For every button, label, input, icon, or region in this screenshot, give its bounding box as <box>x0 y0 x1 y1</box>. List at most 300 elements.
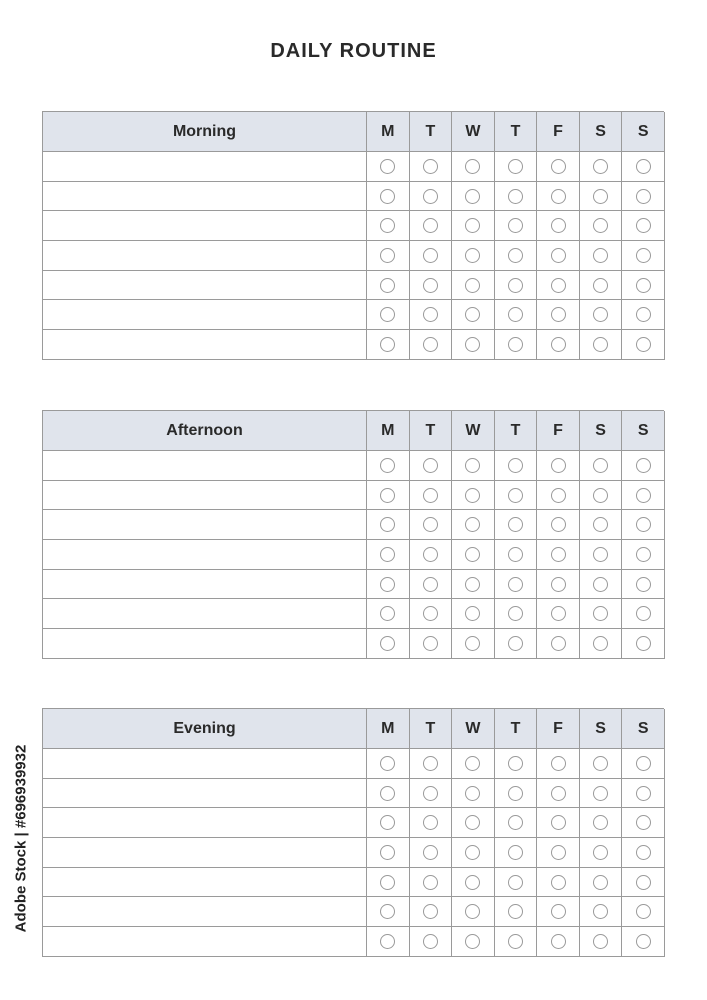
task-field[interactable] <box>43 540 367 570</box>
checkbox-cell <box>580 927 623 957</box>
checkbox-cell <box>495 451 538 481</box>
check-circle-icon[interactable] <box>551 875 566 890</box>
check-circle-icon[interactable] <box>593 248 608 263</box>
checkbox-cell <box>495 838 538 868</box>
check-circle-icon[interactable] <box>593 307 608 322</box>
checkbox-cell <box>410 749 453 779</box>
check-circle-icon[interactable] <box>551 278 566 293</box>
day-header: S <box>580 112 623 152</box>
day-header: F <box>537 709 580 749</box>
check-circle-icon[interactable] <box>593 636 608 651</box>
check-circle-icon[interactable] <box>423 934 438 949</box>
check-circle-icon[interactable] <box>636 307 651 322</box>
checkbox-cell <box>622 271 665 301</box>
check-circle-icon[interactable] <box>465 278 480 293</box>
checkbox-cell <box>410 300 453 330</box>
check-circle-icon[interactable] <box>636 488 651 503</box>
checkbox-cell <box>580 451 623 481</box>
check-circle-icon[interactable] <box>465 756 480 771</box>
check-circle-icon[interactable] <box>508 875 523 890</box>
checkbox-cell <box>410 927 453 957</box>
checkbox-cell <box>537 749 580 779</box>
checkbox-cell <box>452 451 495 481</box>
check-circle-icon[interactable] <box>380 547 395 562</box>
check-circle-icon[interactable] <box>593 337 608 352</box>
checkbox-cell <box>452 330 495 360</box>
checkbox-cell <box>410 808 453 838</box>
check-circle-icon[interactable] <box>380 636 395 651</box>
checkbox-cell <box>537 241 580 271</box>
checkbox-cell <box>495 629 538 659</box>
check-circle-icon[interactable] <box>423 636 438 651</box>
check-circle-icon[interactable] <box>508 756 523 771</box>
day-header: W <box>452 112 495 152</box>
check-circle-icon[interactable] <box>508 159 523 174</box>
checkbox-cell <box>410 540 453 570</box>
check-circle-icon[interactable] <box>508 547 523 562</box>
day-header: T <box>410 709 453 749</box>
check-circle-icon[interactable] <box>380 248 395 263</box>
check-circle-icon[interactable] <box>465 189 480 204</box>
check-circle-icon[interactable] <box>380 337 395 352</box>
checkbox-cell <box>367 868 410 898</box>
check-circle-icon[interactable] <box>423 278 438 293</box>
check-circle-icon[interactable] <box>593 756 608 771</box>
task-field[interactable] <box>43 599 367 629</box>
day-header: F <box>537 411 580 451</box>
checkbox-cell <box>367 897 410 927</box>
section-header: Evening <box>43 709 367 749</box>
task-field[interactable] <box>43 481 367 511</box>
task-field[interactable] <box>43 152 367 182</box>
checkbox-cell <box>580 241 623 271</box>
checkbox-cell <box>410 211 453 241</box>
check-circle-icon[interactable] <box>465 606 480 621</box>
check-circle-icon[interactable] <box>636 248 651 263</box>
check-circle-icon[interactable] <box>593 875 608 890</box>
check-circle-icon[interactable] <box>593 278 608 293</box>
checkbox-cell <box>537 570 580 600</box>
checkbox-cell <box>622 808 665 838</box>
checkbox-cell <box>367 540 410 570</box>
check-circle-icon[interactable] <box>636 189 651 204</box>
check-circle-icon[interactable] <box>636 756 651 771</box>
checkbox-cell <box>367 629 410 659</box>
checkbox-cell <box>580 868 623 898</box>
checkbox-cell <box>367 838 410 868</box>
routine-table-afternoon <box>42 410 664 659</box>
check-circle-icon[interactable] <box>551 845 566 860</box>
check-circle-icon[interactable] <box>508 934 523 949</box>
check-circle-icon[interactable] <box>551 307 566 322</box>
day-header: S <box>580 411 623 451</box>
check-circle-icon[interactable] <box>551 636 566 651</box>
check-circle-icon[interactable] <box>423 547 438 562</box>
task-field[interactable] <box>43 927 367 957</box>
checkbox-cell <box>537 540 580 570</box>
check-circle-icon[interactable] <box>551 458 566 473</box>
check-circle-icon[interactable] <box>593 159 608 174</box>
check-circle-icon[interactable] <box>380 218 395 233</box>
check-circle-icon[interactable] <box>380 189 395 204</box>
checkbox-cell <box>537 300 580 330</box>
checkbox-cell <box>495 540 538 570</box>
check-circle-icon[interactable] <box>551 577 566 592</box>
checkbox-cell <box>622 211 665 241</box>
check-circle-icon[interactable] <box>465 337 480 352</box>
check-circle-icon[interactable] <box>465 547 480 562</box>
check-circle-icon[interactable] <box>423 756 438 771</box>
check-circle-icon[interactable] <box>465 517 480 532</box>
check-circle-icon[interactable] <box>380 307 395 322</box>
task-field[interactable] <box>43 451 367 481</box>
checkbox-cell <box>622 481 665 511</box>
check-circle-icon[interactable] <box>508 904 523 919</box>
checkbox-cell <box>537 510 580 540</box>
checkbox-cell <box>537 927 580 957</box>
check-circle-icon[interactable] <box>508 458 523 473</box>
check-circle-icon[interactable] <box>465 488 480 503</box>
task-field[interactable] <box>43 868 367 898</box>
checkbox-cell <box>495 330 538 360</box>
check-circle-icon[interactable] <box>380 786 395 801</box>
task-field[interactable] <box>43 749 367 779</box>
check-circle-icon[interactable] <box>465 218 480 233</box>
check-circle-icon[interactable] <box>508 606 523 621</box>
checkbox-cell <box>367 152 410 182</box>
check-circle-icon[interactable] <box>593 577 608 592</box>
check-circle-icon[interactable] <box>508 248 523 263</box>
checkbox-cell <box>367 927 410 957</box>
check-circle-icon[interactable] <box>423 458 438 473</box>
checkbox-cell <box>580 749 623 779</box>
task-field[interactable] <box>43 779 367 809</box>
checkbox-cell <box>452 271 495 301</box>
checkbox-cell <box>580 211 623 241</box>
task-field[interactable] <box>43 211 367 241</box>
check-circle-icon[interactable] <box>551 815 566 830</box>
checkbox-cell <box>367 808 410 838</box>
checkbox-cell <box>580 808 623 838</box>
checkbox-cell <box>537 599 580 629</box>
checkbox-cell <box>452 779 495 809</box>
checkbox-cell <box>495 271 538 301</box>
check-circle-icon[interactable] <box>636 875 651 890</box>
day-header: W <box>452 709 495 749</box>
day-header: M <box>367 112 410 152</box>
checkbox-cell <box>410 570 453 600</box>
check-circle-icon[interactable] <box>465 904 480 919</box>
page-title: DAILY ROUTINE <box>270 40 437 62</box>
check-circle-icon[interactable] <box>465 307 480 322</box>
checkbox-cell <box>580 510 623 540</box>
checkbox-cell <box>452 241 495 271</box>
day-header: T <box>495 411 538 451</box>
check-circle-icon[interactable] <box>380 815 395 830</box>
check-circle-icon[interactable] <box>508 218 523 233</box>
check-circle-icon[interactable] <box>508 577 523 592</box>
checkbox-cell <box>622 897 665 927</box>
checkbox-cell <box>367 599 410 629</box>
checkbox-cell <box>580 897 623 927</box>
checkbox-cell <box>452 300 495 330</box>
checkbox-cell <box>410 897 453 927</box>
check-circle-icon[interactable] <box>465 934 480 949</box>
checkbox-cell <box>495 749 538 779</box>
check-circle-icon[interactable] <box>423 189 438 204</box>
checkbox-cell <box>495 300 538 330</box>
checkbox-cell <box>410 152 453 182</box>
day-header: T <box>495 112 538 152</box>
check-circle-icon[interactable] <box>551 488 566 503</box>
check-circle-icon[interactable] <box>508 517 523 532</box>
check-circle-icon[interactable] <box>508 815 523 830</box>
checkbox-cell <box>410 182 453 212</box>
checkbox-cell <box>622 182 665 212</box>
check-circle-icon[interactable] <box>465 248 480 263</box>
check-circle-icon[interactable] <box>636 517 651 532</box>
check-circle-icon[interactable] <box>423 159 438 174</box>
check-circle-icon[interactable] <box>380 606 395 621</box>
checkbox-cell <box>452 182 495 212</box>
check-circle-icon[interactable] <box>551 606 566 621</box>
check-circle-icon[interactable] <box>508 337 523 352</box>
task-field[interactable] <box>43 897 367 927</box>
check-circle-icon[interactable] <box>465 577 480 592</box>
check-circle-icon[interactable] <box>423 815 438 830</box>
checkbox-cell <box>410 330 453 360</box>
check-circle-icon[interactable] <box>551 189 566 204</box>
check-circle-icon[interactable] <box>636 159 651 174</box>
checkbox-cell <box>410 241 453 271</box>
checkbox-cell <box>537 152 580 182</box>
day-header: M <box>367 411 410 451</box>
checkbox-cell <box>367 570 410 600</box>
check-circle-icon[interactable] <box>551 248 566 263</box>
checkbox-cell <box>452 510 495 540</box>
check-circle-icon[interactable] <box>636 337 651 352</box>
checkbox-cell <box>495 152 538 182</box>
checkbox-cell <box>537 330 580 360</box>
checkbox-cell <box>537 271 580 301</box>
check-circle-icon[interactable] <box>380 577 395 592</box>
check-circle-icon[interactable] <box>551 786 566 801</box>
section-header: Afternoon <box>43 411 367 451</box>
checkbox-cell <box>580 271 623 301</box>
check-circle-icon[interactable] <box>508 636 523 651</box>
check-circle-icon[interactable] <box>465 815 480 830</box>
check-circle-icon[interactable] <box>380 278 395 293</box>
check-circle-icon[interactable] <box>593 934 608 949</box>
checkbox-cell <box>622 927 665 957</box>
check-circle-icon[interactable] <box>551 934 566 949</box>
task-field[interactable] <box>43 570 367 600</box>
check-circle-icon[interactable] <box>636 815 651 830</box>
check-circle-icon[interactable] <box>508 786 523 801</box>
check-circle-icon[interactable] <box>636 786 651 801</box>
check-circle-icon[interactable] <box>593 904 608 919</box>
checkbox-cell <box>580 300 623 330</box>
checkbox-cell <box>580 330 623 360</box>
checkbox-cell <box>452 599 495 629</box>
checkbox-cell <box>452 838 495 868</box>
checkbox-cell <box>495 897 538 927</box>
check-circle-icon[interactable] <box>636 218 651 233</box>
task-field[interactable] <box>43 330 367 360</box>
check-circle-icon[interactable] <box>636 458 651 473</box>
check-circle-icon[interactable] <box>636 606 651 621</box>
check-circle-icon[interactable] <box>508 278 523 293</box>
check-circle-icon[interactable] <box>593 606 608 621</box>
checkbox-cell <box>452 570 495 600</box>
checkbox-cell <box>410 481 453 511</box>
check-circle-icon[interactable] <box>380 488 395 503</box>
routine-table-morning <box>42 111 664 360</box>
checkbox-cell <box>622 241 665 271</box>
check-circle-icon[interactable] <box>380 517 395 532</box>
checkbox-cell <box>410 451 453 481</box>
check-circle-icon[interactable] <box>380 934 395 949</box>
checkbox-cell <box>452 211 495 241</box>
check-circle-icon[interactable] <box>636 904 651 919</box>
stock-id-label <box>10 744 32 932</box>
check-circle-icon[interactable] <box>551 517 566 532</box>
day-header: T <box>410 112 453 152</box>
checkbox-cell <box>622 152 665 182</box>
checkbox-cell <box>537 838 580 868</box>
day-header: S <box>622 709 665 749</box>
section-header: Morning <box>43 112 367 152</box>
check-circle-icon[interactable] <box>423 517 438 532</box>
check-circle-icon[interactable] <box>465 845 480 860</box>
checkbox-cell <box>622 510 665 540</box>
check-circle-icon[interactable] <box>551 904 566 919</box>
checkbox-cell <box>367 241 410 271</box>
check-circle-icon[interactable] <box>636 934 651 949</box>
check-circle-icon[interactable] <box>508 845 523 860</box>
checkbox-cell <box>622 779 665 809</box>
checkbox-cell <box>452 897 495 927</box>
check-circle-icon[interactable] <box>423 606 438 621</box>
checkbox-cell <box>367 300 410 330</box>
check-circle-icon[interactable] <box>423 488 438 503</box>
check-circle-icon[interactable] <box>465 786 480 801</box>
check-circle-icon[interactable] <box>423 218 438 233</box>
checkbox-cell <box>410 599 453 629</box>
task-field[interactable] <box>43 808 367 838</box>
check-circle-icon[interactable] <box>636 636 651 651</box>
check-circle-icon[interactable] <box>593 845 608 860</box>
checkbox-cell <box>622 300 665 330</box>
check-circle-icon[interactable] <box>593 458 608 473</box>
checkbox-cell <box>622 599 665 629</box>
check-circle-icon[interactable] <box>508 189 523 204</box>
checkbox-cell <box>410 868 453 898</box>
check-circle-icon[interactable] <box>551 547 566 562</box>
check-circle-icon[interactable] <box>508 488 523 503</box>
checkbox-cell <box>537 481 580 511</box>
check-circle-icon[interactable] <box>636 547 651 562</box>
checkbox-cell <box>452 481 495 511</box>
task-field[interactable] <box>43 629 367 659</box>
task-field[interactable] <box>43 241 367 271</box>
check-circle-icon[interactable] <box>380 875 395 890</box>
day-header: T <box>495 709 538 749</box>
check-circle-icon[interactable] <box>423 337 438 352</box>
check-circle-icon[interactable] <box>593 488 608 503</box>
check-circle-icon[interactable] <box>423 577 438 592</box>
check-circle-icon[interactable] <box>593 218 608 233</box>
check-circle-icon[interactable] <box>423 904 438 919</box>
checkbox-cell <box>622 868 665 898</box>
checkbox-cell <box>495 599 538 629</box>
checkbox-cell <box>580 599 623 629</box>
checkbox-cell <box>580 152 623 182</box>
checkbox-cell <box>410 838 453 868</box>
check-circle-icon[interactable] <box>593 517 608 532</box>
checkbox-cell <box>622 330 665 360</box>
day-header: F <box>537 112 580 152</box>
check-circle-icon[interactable] <box>423 845 438 860</box>
checkbox-cell <box>367 510 410 540</box>
checkbox-cell <box>410 629 453 659</box>
check-circle-icon[interactable] <box>465 159 480 174</box>
check-circle-icon[interactable] <box>593 547 608 562</box>
check-circle-icon[interactable] <box>636 278 651 293</box>
checkbox-cell <box>622 451 665 481</box>
task-field[interactable] <box>43 510 367 540</box>
check-circle-icon[interactable] <box>551 337 566 352</box>
checkbox-cell <box>580 779 623 809</box>
checkbox-cell <box>622 629 665 659</box>
check-circle-icon[interactable] <box>380 904 395 919</box>
checkbox-cell <box>580 481 623 511</box>
check-circle-icon[interactable] <box>465 458 480 473</box>
check-circle-icon[interactable] <box>551 756 566 771</box>
checkbox-cell <box>410 779 453 809</box>
checkbox-cell <box>495 182 538 212</box>
checkbox-cell <box>495 779 538 809</box>
check-circle-icon[interactable] <box>380 756 395 771</box>
check-circle-icon[interactable] <box>465 636 480 651</box>
check-circle-icon[interactable] <box>465 875 480 890</box>
checkbox-cell <box>367 330 410 360</box>
check-circle-icon[interactable] <box>380 159 395 174</box>
check-circle-icon[interactable] <box>551 218 566 233</box>
check-circle-icon[interactable] <box>593 786 608 801</box>
checkbox-cell <box>537 868 580 898</box>
check-circle-icon[interactable] <box>423 307 438 322</box>
check-circle-icon[interactable] <box>423 248 438 263</box>
checkbox-cell <box>495 510 538 540</box>
task-field[interactable] <box>43 271 367 301</box>
check-circle-icon[interactable] <box>636 577 651 592</box>
check-circle-icon[interactable] <box>508 307 523 322</box>
task-field[interactable] <box>43 300 367 330</box>
check-circle-icon[interactable] <box>380 458 395 473</box>
check-circle-icon[interactable] <box>636 845 651 860</box>
task-field[interactable] <box>43 182 367 212</box>
check-circle-icon[interactable] <box>423 786 438 801</box>
check-circle-icon[interactable] <box>593 815 608 830</box>
checkbox-cell <box>537 629 580 659</box>
check-circle-icon[interactable] <box>380 845 395 860</box>
task-field[interactable] <box>43 838 367 868</box>
checkbox-cell <box>580 182 623 212</box>
check-circle-icon[interactable] <box>551 159 566 174</box>
check-circle-icon[interactable] <box>423 875 438 890</box>
check-circle-icon[interactable] <box>593 189 608 204</box>
